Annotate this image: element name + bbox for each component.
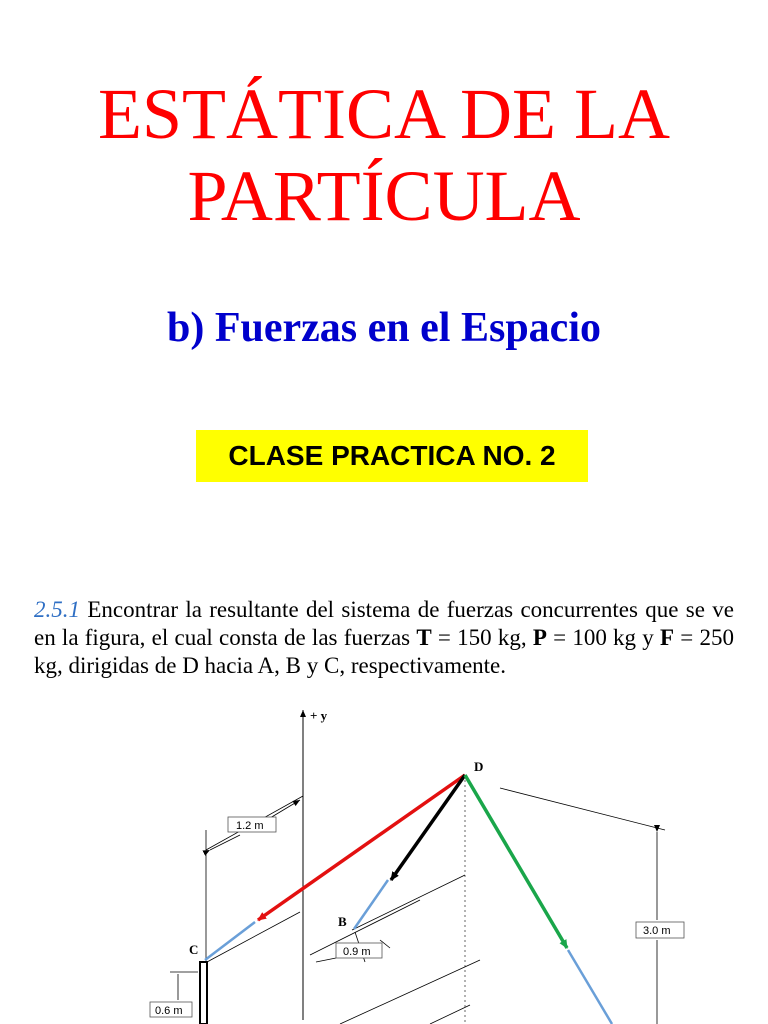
construction-line bbox=[340, 960, 480, 1024]
dimension-line bbox=[210, 835, 240, 850]
page-subtitle: b) Fuerzas en el Espacio bbox=[167, 305, 601, 351]
point-D-label: D bbox=[474, 759, 484, 774]
page-title-line-2: PARTÍCULA bbox=[187, 156, 581, 236]
construction-line bbox=[430, 1005, 470, 1024]
clase-banner bbox=[196, 430, 588, 482]
point-B-label: B bbox=[338, 914, 347, 929]
clase-label: CLASE PRACTICA NO. 2 bbox=[228, 440, 556, 471]
cable-D-A bbox=[568, 950, 612, 1024]
problem-text-1: Encontrar la resultante del sistema de fuerzas concurrentes que se ve en la figura, el cual consta de las fuerzas bbox=[34, 597, 734, 650]
force-F-symbol: F bbox=[660, 625, 675, 650]
problem-statement bbox=[34, 596, 734, 680]
force-diagram bbox=[0, 700, 768, 1024]
dimension-3-0-label: 3.0 m bbox=[643, 925, 671, 937]
point-C-label: C bbox=[189, 942, 199, 957]
force-arrow-P bbox=[391, 775, 465, 880]
dimension-0-6-label: 0.6 m bbox=[155, 1005, 183, 1017]
dimension-line bbox=[316, 958, 336, 962]
problem-text-4: = 250 kg, dirigidas de D hacia A, B y C, respectivamente. bbox=[34, 625, 734, 678]
cable-D-C bbox=[205, 922, 255, 960]
problem-text-3: = 100 kg y bbox=[546, 625, 660, 650]
force-P-symbol: P bbox=[532, 625, 547, 650]
post-C bbox=[200, 962, 207, 1024]
construction-line bbox=[352, 875, 465, 930]
construction-line bbox=[500, 788, 665, 830]
dimension-line bbox=[270, 800, 300, 818]
dimension-0-9-label: 0.9 m bbox=[343, 946, 371, 958]
force-arrow-F bbox=[258, 775, 465, 920]
construction-line bbox=[207, 912, 300, 962]
dimension-1-2-label: 1.2 m bbox=[236, 820, 264, 832]
cable-D-B bbox=[354, 880, 388, 929]
problem-number: 2.5.1 bbox=[34, 597, 80, 622]
problem-text-2: = 150 kg, bbox=[431, 625, 533, 650]
y-axis-label: + y bbox=[310, 708, 328, 723]
page-title-line-1: ESTÁTICA DE LA bbox=[98, 74, 670, 154]
force-T-symbol: T bbox=[416, 625, 432, 650]
